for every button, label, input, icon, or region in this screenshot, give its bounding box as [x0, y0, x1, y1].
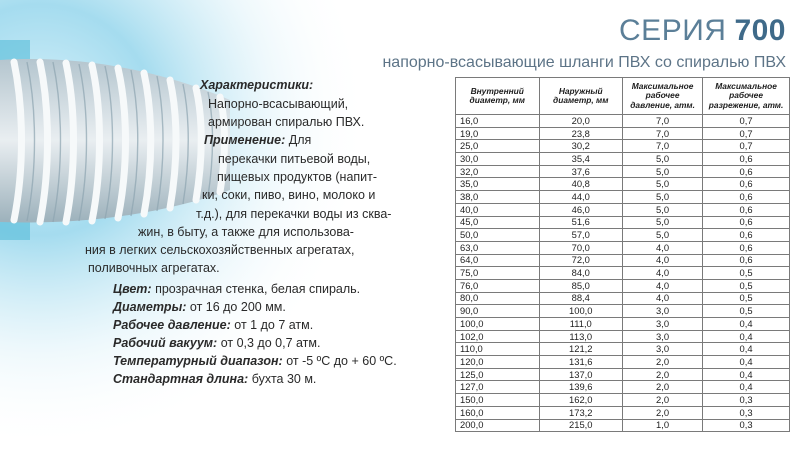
max-pressure-cell: 5,0: [623, 203, 703, 216]
outer-diameter-cell: 85,0: [539, 279, 623, 292]
max-pressure-cell: 5,0: [623, 229, 703, 242]
max-pressure-cell: 2,0: [623, 394, 703, 407]
max-pressure-cell: 2,0: [623, 381, 703, 394]
product-description: [0, 0, 397, 458]
inner-diameter-cell: 120,0: [456, 356, 540, 369]
table-row: [456, 406, 790, 419]
application-line-2: перекачки питьевой воды,: [218, 152, 371, 166]
outer-diameter-cell: 51,6: [539, 216, 623, 229]
application-heading: Применение:: [204, 133, 286, 147]
table-row: [456, 381, 790, 394]
outer-diameter-cell: 111,0: [539, 318, 623, 331]
max-pressure-cell: 5,0: [623, 178, 703, 191]
max-vacuum-cell: 0,6: [703, 254, 790, 267]
header-max-pressure: Максимальное рабочее давление, атм.: [623, 78, 703, 115]
spec-table: [455, 77, 790, 432]
outer-diameter-cell: 84,0: [539, 267, 623, 280]
max-vacuum-cell: 0,6: [703, 203, 790, 216]
inner-diameter-cell: 90,0: [456, 305, 540, 318]
max-pressure-cell: 5,0: [623, 153, 703, 166]
max-pressure-cell: 2,0: [623, 406, 703, 419]
max-pressure-cell: 7,0: [623, 115, 703, 128]
table-row: [456, 419, 790, 432]
series-subtitle: напорно-всасывающие шланги ПВХ со спиралью ПВХ: [382, 54, 786, 71]
inner-diameter-cell: 110,0: [456, 343, 540, 356]
inner-diameter-cell: 102,0: [456, 330, 540, 343]
vacuum-label: Рабочий вакуум:: [113, 336, 218, 350]
header-inner-diameter: Внутренний диаметр, мм: [456, 78, 540, 115]
inner-diameter-cell: 200,0: [456, 419, 540, 432]
max-vacuum-cell: 0,6: [703, 165, 790, 178]
inner-diameter-cell: 35,0: [456, 178, 540, 191]
characteristics-heading: Характеристики:: [200, 78, 314, 92]
inner-diameter-cell: 40,0: [456, 203, 540, 216]
inner-diameter-cell: 32,0: [456, 165, 540, 178]
max-vacuum-cell: 0,3: [703, 419, 790, 432]
max-vacuum-cell: 0,4: [703, 330, 790, 343]
outer-diameter-cell: 23,8: [539, 127, 623, 140]
vacuum-value: от 0,3 до 0,7 атм.: [220, 336, 321, 350]
inner-diameter-cell: 75,0: [456, 267, 540, 280]
outer-diameter-cell: 131,6: [539, 356, 623, 369]
max-vacuum-cell: 0,4: [703, 356, 790, 369]
max-pressure-cell: 1,0: [623, 419, 703, 432]
max-pressure-cell: 4,0: [623, 279, 703, 292]
max-pressure-cell: 5,0: [623, 165, 703, 178]
max-pressure-cell: 2,0: [623, 356, 703, 369]
table-row: [456, 216, 790, 229]
header-outer-diameter: Наружный диаметр, мм: [539, 78, 623, 115]
inner-diameter-cell: 64,0: [456, 254, 540, 267]
inner-diameter-cell: 30,0: [456, 153, 540, 166]
outer-diameter-cell: 162,0: [539, 394, 623, 407]
inner-diameter-cell: 150,0: [456, 394, 540, 407]
inner-diameter-cell: 19,0: [456, 127, 540, 140]
outer-diameter-cell: 35,4: [539, 153, 623, 166]
inner-diameter-cell: 45,0: [456, 216, 540, 229]
table-row: [456, 191, 790, 204]
max-pressure-cell: 3,0: [623, 318, 703, 331]
inner-diameter-cell: 80,0: [456, 292, 540, 305]
max-vacuum-cell: 0,4: [703, 343, 790, 356]
outer-diameter-cell: 100,0: [539, 305, 623, 318]
spec-table-body: [456, 115, 790, 432]
max-vacuum-cell: 0,3: [703, 406, 790, 419]
inner-diameter-cell: 25,0: [456, 140, 540, 153]
outer-diameter-cell: 20,0: [539, 115, 623, 128]
max-vacuum-cell: 0,6: [703, 191, 790, 204]
max-pressure-cell: 7,0: [623, 140, 703, 153]
inner-diameter-cell: 127,0: [456, 381, 540, 394]
inner-diameter-cell: 125,0: [456, 368, 540, 381]
table-row: [456, 165, 790, 178]
table-row: [456, 229, 790, 242]
outer-diameter-cell: 137,0: [539, 368, 623, 381]
header-max-vacuum: Максимальное рабочее разрежение, атм.: [703, 78, 790, 115]
table-row: [456, 153, 790, 166]
outer-diameter-cell: 139,6: [539, 381, 623, 394]
diameters-label: Диаметры:: [113, 300, 187, 314]
diameters-value: от 16 до 200 мм.: [189, 300, 286, 314]
max-vacuum-cell: 0,5: [703, 292, 790, 305]
outer-diameter-cell: 44,0: [539, 191, 623, 204]
table-row: [456, 241, 790, 254]
color-value: прозрачная стенка, белая спираль.: [155, 282, 361, 296]
outer-diameter-cell: 113,0: [539, 330, 623, 343]
characteristics-line-2: армирован спиралью ПВХ.: [208, 115, 365, 129]
max-pressure-cell: 7,0: [623, 127, 703, 140]
outer-diameter-cell: 72,0: [539, 254, 623, 267]
table-row: [456, 318, 790, 331]
table-row: [456, 267, 790, 280]
characteristics-line-1: Напорно-всасывающий,: [208, 97, 349, 111]
table-row: [456, 394, 790, 407]
outer-diameter-cell: 40,8: [539, 178, 623, 191]
outer-diameter-cell: 215,0: [539, 419, 623, 432]
outer-diameter-cell: 57,0: [539, 229, 623, 242]
table-row: [456, 203, 790, 216]
table-row: [456, 368, 790, 381]
application-line-3: пищевых продуктов (напит-: [217, 170, 378, 184]
max-vacuum-cell: 0,6: [703, 216, 790, 229]
max-pressure-cell: 4,0: [623, 241, 703, 254]
table-row: [456, 305, 790, 318]
application-line-8: поливочных агрегатах.: [88, 261, 220, 275]
max-pressure-cell: 4,0: [623, 292, 703, 305]
application-line-1: Для: [288, 133, 312, 147]
max-vacuum-cell: 0,7: [703, 127, 790, 140]
inner-diameter-cell: 16,0: [456, 115, 540, 128]
max-pressure-cell: 5,0: [623, 191, 703, 204]
application-line-5: т.д.), для перекачки воды из сква-: [196, 207, 392, 221]
outer-diameter-cell: 70,0: [539, 241, 623, 254]
max-pressure-cell: 3,0: [623, 343, 703, 356]
table-row: [456, 279, 790, 292]
outer-diameter-cell: 37,6: [539, 165, 623, 178]
max-vacuum-cell: 0,6: [703, 241, 790, 254]
table-row: [456, 254, 790, 267]
table-row: [456, 356, 790, 369]
max-pressure-cell: 3,0: [623, 330, 703, 343]
max-vacuum-cell: 0,5: [703, 279, 790, 292]
inner-diameter-cell: 160,0: [456, 406, 540, 419]
inner-diameter-cell: 63,0: [456, 241, 540, 254]
outer-diameter-cell: 30,2: [539, 140, 623, 153]
max-pressure-cell: 4,0: [623, 254, 703, 267]
temperature-value: от -5 ºС до + 60 ºС.: [286, 354, 397, 368]
table-row: [456, 127, 790, 140]
series-number: 700: [734, 14, 786, 47]
application-line-7: ния в легких сельскохозяйственных агрегатах,: [85, 243, 355, 257]
color-label: Цвет:: [113, 282, 152, 296]
table-row: [456, 140, 790, 153]
table-row: [456, 292, 790, 305]
temperature-label: Температурный диапазон:: [113, 354, 283, 368]
max-vacuum-cell: 0,4: [703, 381, 790, 394]
pressure-label: Рабочее давление:: [113, 318, 231, 332]
max-vacuum-cell: 0,3: [703, 394, 790, 407]
table-row: [456, 343, 790, 356]
max-vacuum-cell: 0,7: [703, 140, 790, 153]
outer-diameter-cell: 121,2: [539, 343, 623, 356]
table-row: [456, 115, 790, 128]
max-vacuum-cell: 0,6: [703, 178, 790, 191]
max-pressure-cell: 3,0: [623, 305, 703, 318]
max-vacuum-cell: 0,7: [703, 115, 790, 128]
application-line-6: жин, в быту, а также для использова-: [138, 225, 354, 239]
series-word: СЕРИЯ: [619, 14, 727, 47]
inner-diameter-cell: 50,0: [456, 229, 540, 242]
outer-diameter-cell: 173,2: [539, 406, 623, 419]
max-vacuum-cell: 0,6: [703, 229, 790, 242]
max-pressure-cell: 2,0: [623, 368, 703, 381]
outer-diameter-cell: 46,0: [539, 203, 623, 216]
max-vacuum-cell: 0,5: [703, 267, 790, 280]
max-pressure-cell: 5,0: [623, 216, 703, 229]
table-row: [456, 178, 790, 191]
table-header-row: [456, 78, 790, 115]
table-row: [456, 330, 790, 343]
max-pressure-cell: 4,0: [623, 267, 703, 280]
application-line-4: ки, соки, пиво, вино, молоко и: [202, 188, 376, 202]
outer-diameter-cell: 88,4: [539, 292, 623, 305]
inner-diameter-cell: 38,0: [456, 191, 540, 204]
series-title: [619, 14, 786, 48]
length-value: бухта 30 м.: [251, 372, 317, 386]
max-vacuum-cell: 0,4: [703, 368, 790, 381]
max-vacuum-cell: 0,5: [703, 305, 790, 318]
pressure-value: от 1 до 7 атм.: [234, 318, 314, 332]
length-label: Стандартная длина:: [113, 372, 249, 386]
inner-diameter-cell: 76,0: [456, 279, 540, 292]
max-vacuum-cell: 0,4: [703, 318, 790, 331]
inner-diameter-cell: 100,0: [456, 318, 540, 331]
max-vacuum-cell: 0,6: [703, 153, 790, 166]
